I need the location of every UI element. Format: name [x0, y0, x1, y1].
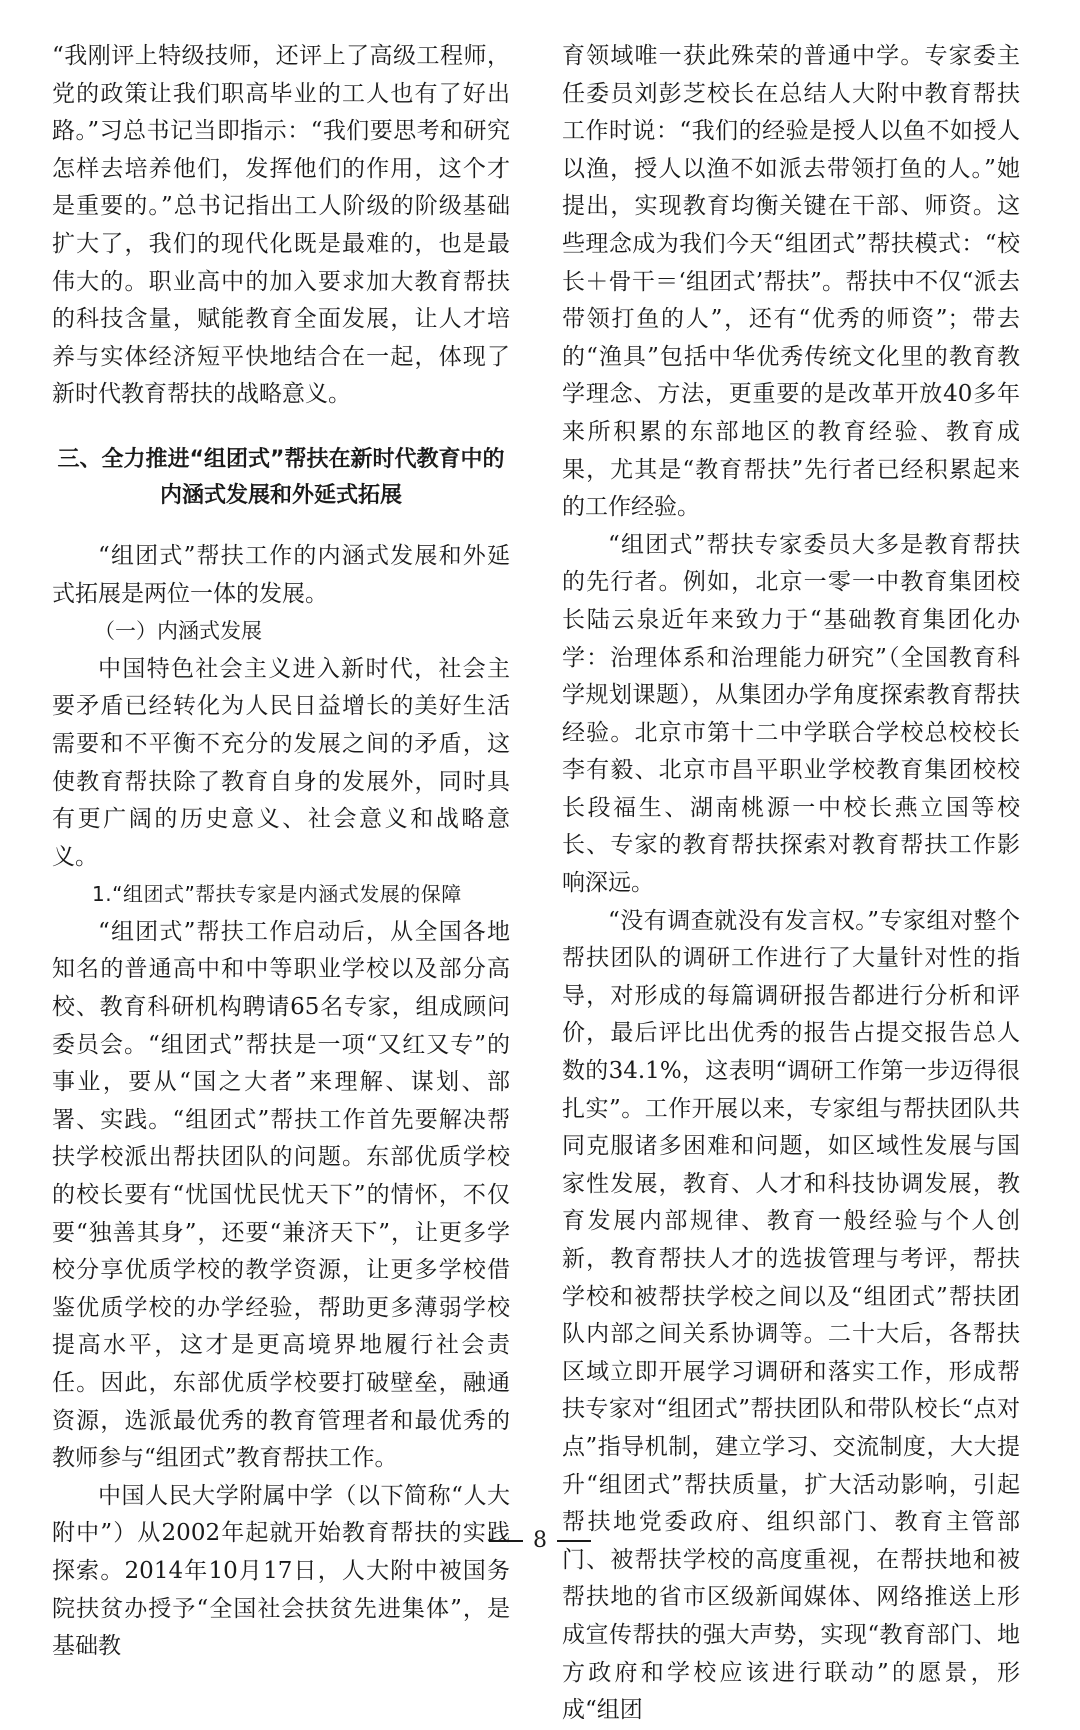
section-heading: 三、全力推进“组团式”帮扶在新时代教育中的内涵式发展和外延式拓展 — [57, 446, 505, 508]
left-column — [52, 38, 510, 1666]
footer-dash-left — [489, 1540, 523, 1542]
subsubsection-heading: 1.“组团式”帮扶专家是内涵式发展的保障 — [92, 882, 462, 907]
footer-dash-right — [557, 1540, 591, 1542]
paragraph: “没有调查就没有发言权。”专家组对整个帮扶团队的调研工作进行了大量针对性的指导，对形成的每篇调研报告都进行分析和评价，最后评比出优秀的报告占提交报告总人数的34.1%，这表明“调研工作第一步迈得很扎实”。工作开展以来，专家组与帮扶团队共同克服诸多困难和问题，如区域性发展与国家性发展，教育、人才和科技协调发展，教育发展内部规律、教育一般经验与个人创新，教育帮扶人才的选拔管理与考评，帮扶学校和被帮扶学校之间以及“组团式”帮扶团队内部之间关系协调等。二十大后，各帮扶区域立即开展学习调研和落实工作，形成帮扶专家对“组团式”帮扶团队和带队校长“点对点”指导机制，建立学习、交流制度，大大提升“组团式”帮扶质量，扩大活动影响，引起帮扶地党委政府、组织部门、教育主管部门、被帮扶学校的高度重视，在帮扶地和被帮扶地的省市区级新闻媒体、网络推送上形成宣传帮扶的强大声势，实现“教育部门、地方政府和学校应该进行联动”的愿景，形成“组团 — [562, 907, 1020, 1724]
paragraph: 中国人民大学附属中学（以下简称“人大附中”）从2002年起就开始教育帮扶的实践探索。2014年10月17日，人大附中被国务院扶贫办授予“全国社会扶贫先进集体”，是基础教 — [52, 1482, 510, 1660]
subsection-heading: （一）内涵式发展 — [94, 619, 262, 644]
paragraph: “我刚评上特级技师，还评上了高级工程师，党的政策让我们职高毕业的工人也有了好出路。”习总书记当即指示：“我们要思考和研究怎样去培养他们，发挥他们的作用，这个才是重要的。”总书记指出工人阶级的阶级基础扩大了，我们的现代化既是最难的，也是最伟大的。职业高中的加入要求加大教育帮扶的科技含量，赋能教育全面发展，让人才培养与实体经济短平快地结合在一起，体现了新时代教育帮扶的战略意义。 — [52, 43, 510, 408]
paragraph: “组团式”帮扶工作的内涵式发展和外延式拓展是两位一体的发展。 — [52, 542, 510, 607]
paragraph: “组团式”帮扶工作启动后，从全国各地知名的普通高中和中等职业学校以及部分高校、教育科研机构聘请65名专家，组成顾问委员会。“组团式”帮扶是一项“又红又专”的事业，要从“国之大者”来理解、谋划、部署、实践。“组团式”帮扶工作首先要解决帮扶学校派出帮扶团队的问题。东部优质学校的校长要有“忧国忧民忧天下”的情怀，不仅要“独善其身”，还要“兼济天下”，让更多学校分享优质学校的教学资源，让更多学校借鉴优质学校的办学经验，帮助更多薄弱学校提高水平，这才是更高境界地履行社会责任。因此，东部优质学校要打破壁垒，融通资源，选派最优秀的教育管理者和最优秀的教师参与“组团式”教育帮扶工作。 — [52, 918, 510, 1472]
paragraph: “组团式”帮扶专家委员大多是教育帮扶的先行者。例如，北京一零一中教育集团校长陆云泉近年来致力于“基础教育集团化办学：治理体系和治理能力研究”（全国教育科学规划课题），从集团办学角度探索教育帮扶经验。北京市第十二中学联合学校总校校长李有毅、北京市昌平职业学校教育集团校校长段福生、湖南桃源一中校长燕立国等校长、专家的教育帮扶探索对教育帮扶工作影响深远。 — [562, 531, 1020, 897]
page-number: 8 — [533, 1528, 547, 1553]
paragraph: 中国特色社会主义进入新时代，社会主要矛盾已经转化为人民日益增长的美好生活需要和不平衡不充分的发展之间的矛盾，这使教育帮扶除了教育自身的发展外，同时具有更广阔的历史意义、社会意义和战略意义。 — [52, 655, 510, 870]
page-footer — [0, 1528, 1080, 1554]
right-column — [562, 38, 1020, 1730]
paragraph: 育领域唯一获此殊荣的普通中学。专家委主任委员刘彭芝校长在总结人大附中教育帮扶工作时说：“我们的经验是授人以鱼不如授人以渔，授人以渔不如派去带领打鱼的人。”她提出，实现教育均衡关键在干部、师资。这些理念成为我们今天“组团式”帮扶模式：“校长＋骨干＝‘组团式’帮扶”。帮扶中不仅“派去带领打鱼的人”，还有“优秀的师资”；带去的“渔具”包括中华优秀传统文化里的教育教学理念、方法，更重要的是改革开放40多年来所积累的东部地区的教育经验、教育成果，尤其是“教育帮扶”先行者已经积累起来的工作经验。 — [562, 43, 1020, 521]
